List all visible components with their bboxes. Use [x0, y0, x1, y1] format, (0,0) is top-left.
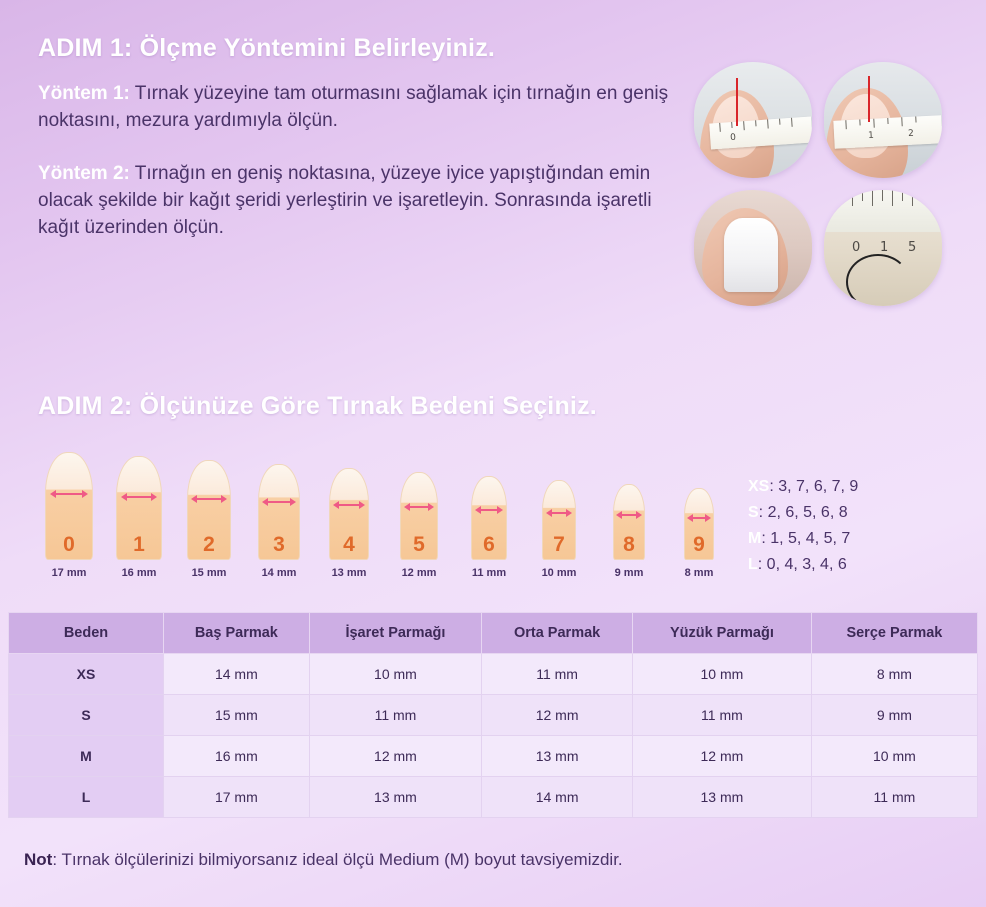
- ruler-tick: [731, 122, 732, 128]
- table-header-row: [9, 613, 978, 654]
- table-cell-value: 12 mm: [633, 736, 812, 777]
- ruler-tick: [892, 190, 893, 206]
- width-arrow-line: [552, 512, 567, 514]
- table-column-header: İşaret Parmağı: [309, 613, 482, 654]
- nail-number-label: 0: [63, 533, 75, 556]
- nail-shape: [329, 468, 369, 560]
- width-arrow-line: [127, 496, 152, 498]
- ruler-tick: [859, 119, 860, 125]
- table-body: [9, 654, 978, 818]
- photo-row-bottom: [694, 190, 950, 306]
- legend-size-values: : 1, 5, 4, 5, 7: [761, 529, 851, 547]
- ruler-label: 2: [907, 128, 915, 139]
- ruler-label: 0: [729, 132, 737, 144]
- table-column-header: Serçe Parmak: [811, 613, 977, 654]
- table-cell-value: 12 mm: [482, 695, 633, 736]
- instruction-photos: [694, 62, 950, 318]
- width-arrow: [475, 505, 504, 515]
- nail-mm-label: 8 mm: [684, 567, 714, 579]
- table-cell-value: 10 mm: [811, 736, 977, 777]
- table-cell-value: 10 mm: [633, 654, 812, 695]
- finger-with-tape-measure-1-photo: [694, 62, 812, 178]
- ruler-tick: [922, 190, 923, 201]
- table-row: [9, 695, 978, 736]
- nail-number-label: 2: [203, 533, 215, 556]
- table-cell-value: 14 mm: [164, 654, 310, 695]
- width-arrow: [616, 510, 641, 520]
- nail-number-label: 4: [343, 533, 355, 556]
- legend-size-values: : 0, 4, 3, 4, 6: [757, 555, 847, 573]
- ruler-tick: [912, 190, 913, 206]
- nail-size-item: [598, 484, 660, 579]
- table-cell-value: 15 mm: [164, 695, 310, 736]
- table-row: [9, 736, 978, 777]
- nail-shape: [187, 460, 231, 560]
- size-table: [8, 612, 978, 818]
- nail-mm-label: 10 mm: [541, 567, 577, 579]
- method-1-label: Yöntem 1:: [38, 83, 130, 104]
- note-body: : Tırnak ölçülerinizi bilmiyorsanız ideal ölçü Medium (M) boyut tavsiyemizdir.: [52, 850, 623, 869]
- table-column-header: Yüzük Parmağı: [633, 613, 812, 654]
- nail-shape: [684, 488, 714, 560]
- ruler-label: 1: [867, 130, 875, 142]
- method-2-paragraph: [38, 161, 688, 242]
- nail-size-item: [248, 464, 310, 579]
- width-arrow: [121, 492, 158, 502]
- measure-red-line: [736, 78, 738, 126]
- nail-shape: [613, 484, 645, 560]
- nail-number-label: 9: [693, 533, 705, 556]
- nail-size-item: [388, 472, 450, 579]
- nail-mm-label: 11 mm: [471, 567, 507, 579]
- nail-size-item: [668, 488, 730, 579]
- finger-with-white-cap-photo: [694, 190, 812, 306]
- table-column-header: Baş Parmak: [164, 613, 310, 654]
- nail-shape: [116, 456, 162, 560]
- method-2-text: Tırnağın en geniş noktasına, yüzeye iyice yapıştığından emin olacak şekilde bir kağıt şeridi yerleştirin ve işaretleyin. Sonrasında işaretli kağıt üzerinden ölçün.: [38, 162, 652, 238]
- step-1-section: [38, 34, 688, 268]
- legend-size-label: XS: [748, 478, 770, 495]
- width-arrow-line: [197, 498, 220, 500]
- nail-mm-label: 15 mm: [191, 567, 227, 579]
- nail-size-item: [108, 456, 170, 579]
- nail-number-label: 3: [273, 533, 285, 556]
- nail-mm-label: 13 mm: [331, 567, 367, 579]
- nail-size-item: [38, 452, 100, 579]
- method-2-label: Yöntem 2:: [38, 162, 130, 184]
- legend-size-label: M: [748, 529, 762, 547]
- table-cell-value: 9 mm: [811, 695, 977, 736]
- ruler-tick: [932, 190, 933, 206]
- white-cap-shape: [724, 218, 778, 292]
- size-legend: [748, 474, 858, 578]
- step-1-title: ADIM 1: Ölçme Yöntemini Belirleyiniz.: [38, 34, 496, 62]
- nail-size-item: [318, 468, 380, 579]
- legend-size-values: : 2, 6, 5, 6, 8: [758, 503, 848, 521]
- pencil-mark-curve: [846, 254, 910, 306]
- legend-row: [748, 474, 858, 500]
- table-cell-value: 11 mm: [482, 654, 633, 695]
- width-arrow-line: [268, 501, 290, 503]
- ruler-tick: [842, 190, 843, 201]
- ruler-tick: [915, 117, 916, 123]
- legend-size-label: L: [748, 555, 758, 573]
- width-arrow: [687, 513, 711, 523]
- table-row: [9, 654, 978, 695]
- table-cell-value: 13 mm: [633, 777, 812, 818]
- table-cell-value: 10 mm: [309, 654, 482, 695]
- nail-size-item: [528, 480, 590, 579]
- ruler-label: 1: [880, 240, 889, 255]
- width-arrow: [262, 497, 296, 507]
- legend-size-values: : 3, 7, 6, 7, 9: [769, 478, 859, 495]
- ruler-tick: [832, 190, 833, 206]
- width-arrow: [333, 500, 365, 510]
- nail-size-diagram: [38, 452, 730, 579]
- width-arrow: [404, 502, 434, 512]
- nail-number-label: 7: [553, 533, 565, 556]
- table-cell-value: 16 mm: [164, 736, 310, 777]
- table-cell-value: 17 mm: [164, 777, 310, 818]
- ruler-tick: [755, 120, 756, 126]
- nail-number-label: 8: [623, 533, 635, 556]
- nail-number-label: 1: [133, 533, 145, 556]
- note-text: [24, 850, 964, 870]
- nail-mm-label: 17 mm: [51, 567, 87, 579]
- legend-row: [748, 552, 858, 578]
- nail-mm-label: 14 mm: [261, 567, 297, 579]
- note-label: Not: [24, 850, 53, 869]
- ruler-label: 0: [852, 240, 861, 255]
- nail-number-label: 5: [413, 533, 425, 556]
- width-arrow-line: [622, 514, 635, 516]
- table-cell-size: S: [9, 695, 164, 736]
- table-cell-size: M: [9, 736, 164, 777]
- ruler-tick: [767, 119, 769, 128]
- width-arrow: [191, 494, 226, 504]
- nail-mm-label: 12 mm: [401, 567, 437, 579]
- table-cell-value: 13 mm: [482, 736, 633, 777]
- ruler-tick: [882, 190, 883, 201]
- table-cell-value: 12 mm: [309, 736, 482, 777]
- ruler-tick: [845, 120, 846, 129]
- nail-shape: [258, 464, 300, 560]
- table-cell-size: L: [9, 777, 164, 818]
- width-arrow-line: [339, 504, 359, 506]
- paper-strip-on-ruler-photo: [824, 190, 942, 306]
- table-row: [9, 777, 978, 818]
- size-table-wrapper: [8, 612, 978, 818]
- photo-row-top: [694, 62, 950, 178]
- width-arrow-line: [481, 509, 498, 511]
- nail-shape: [400, 472, 438, 560]
- table-cell-value: 13 mm: [309, 777, 482, 818]
- ruler-tick: [779, 119, 780, 125]
- table-cell-value: 11 mm: [633, 695, 812, 736]
- nail-size-item: [458, 476, 520, 579]
- ruler-tick: [872, 190, 873, 206]
- nail-mm-label: 9 mm: [614, 567, 644, 579]
- ruler-tick: [887, 118, 888, 124]
- legend-row: [748, 500, 858, 526]
- ruler-tick: [743, 121, 745, 130]
- ruler-tick: [902, 190, 903, 201]
- measure-red-line: [868, 76, 870, 122]
- table-cell-size: XS: [9, 654, 164, 695]
- method-1-text: Tırnak yüzeyine tam oturmasını sağlamak için tırnağın en geniş noktasını, mezura yardımıyla ölçün.: [38, 83, 669, 131]
- width-arrow-line: [693, 517, 705, 519]
- legend-size-label: S: [748, 503, 759, 521]
- width-arrow: [546, 508, 573, 518]
- nail-mm-label: 16 mm: [121, 567, 157, 579]
- step-2-section: [38, 392, 938, 439]
- table-cell-value: 11 mm: [309, 695, 482, 736]
- ruler-tick: [791, 118, 793, 127]
- nail-number-label: 6: [483, 533, 495, 556]
- step-2-title: ADIM 2: Ölçünüze Göre Tırnak Bedeni Seçiniz.: [38, 392, 597, 420]
- ruler-tick: [852, 190, 853, 206]
- ruler-tick: [873, 119, 874, 128]
- table-column-header: Orta Parmak: [482, 613, 633, 654]
- width-arrow-line: [56, 493, 83, 495]
- nail-size-item: [178, 460, 240, 579]
- nail-shape: [45, 452, 93, 560]
- ruler-strip: [824, 190, 942, 232]
- ruler-tick: [719, 123, 721, 132]
- width-arrow-line: [410, 506, 428, 508]
- table-cell-value: 14 mm: [482, 777, 633, 818]
- method-1-paragraph: [38, 81, 688, 135]
- table-column-header: Beden: [9, 613, 164, 654]
- legend-row: [748, 526, 858, 552]
- ruler-tick: [862, 190, 863, 201]
- finger-with-tape-measure-2-photo: [824, 62, 942, 178]
- tape-measure: [833, 115, 942, 149]
- width-arrow: [50, 489, 89, 499]
- nail-shape: [542, 480, 576, 560]
- nail-shape: [471, 476, 507, 560]
- table-cell-value: 8 mm: [811, 654, 977, 695]
- ruler-tick: [901, 117, 902, 126]
- table-cell-value: 11 mm: [811, 777, 977, 818]
- ruler-label: 5: [908, 240, 917, 255]
